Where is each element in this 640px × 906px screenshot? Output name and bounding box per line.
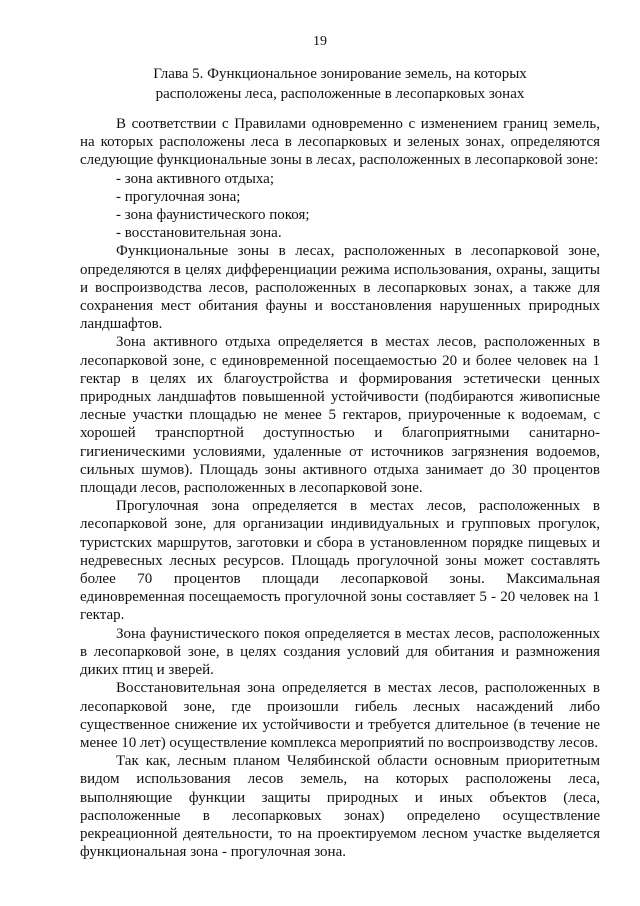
paragraph-walking-zone: Прогулочная зона определяется в местах лесов, расположенных в лесопарковой зоне, для организации индивидуальных и групповых прогулок, туристских маршрутов, заготовки и сбора в установленном порядке пищевых и недревесных лесных ресурсов. Площадь прогулочной зоны может составлять более 70 процентов площади лесопарковой зоны. Максимальная единовременная посещаемость прогулочной зоны составляет 5 - 20 человек на 1 гектар. xyxy=(80,498,600,624)
body-text xyxy=(80,115,600,861)
chapter-title xyxy=(80,64,600,104)
zone-list-item-fauna-rest: - зона фаунистического покоя; xyxy=(116,207,310,224)
zone-list-item-active-rest: - зона активного отдыха; xyxy=(116,170,274,187)
paragraph-fauna-rest-zone: Зона фаунистического покоя определяется в местах лесов, расположенных в лесопарковой зоне, в целях создания условий для обитания и размножения диких птиц и зверей. xyxy=(80,625,600,679)
paragraph-forest-plan: Так как, лесным планом Челябинской области основным приоритетным видом использования лесов земель, на которых расположены леса, выполняющие функции защиты природных и иных объектов (леса, расположенные в лесопарковых зонах) определено осуществление рекреационной деятельности, то на проектируемом лесном участке выделяется функциональная зона - прогулочная зона. xyxy=(80,753,600,861)
zone-list xyxy=(80,170,600,243)
paragraph-functional-zones: Функциональные зоны в лесах, расположенных в лесопарковой зоне, определяются в целях дифференциации режима использования, охраны, защиты и воспроизводства лесов, расположенных в лесопарковых зонах, а также для сохранения мест обитания фауны и восстановления нарушенных природных ландшафтов. xyxy=(80,243,600,333)
paragraph-restoration-zone: Восстановительная зона определяется в местах лесов, расположенных в лесопарковой зоне, где произошли гибель лесных насаждений либо существенное снижение их устойчивости и требуется длительное (в течение не менее 10 лет) осуществление комплекса мероприятий по воспроизводству лесов. xyxy=(80,680,600,751)
paragraph-active-rest-zone: Зона активного отдыха определяется в местах лесов, расположенных в лесопарковой зоне, с единовременной посещаемостью 20 и более человек на 1 гектар в целях их благоустройства и формирования эстетически ценных природных ландшафтов повышенной устойчивости (подбираются живописные лесные участки площадью не менее 5 гектаров, приуроченные к водоемам, с хорошей транспортной доступностью и благоприятными санитарно-гигиеническими условиями, удаленные от источников загрязнения водоемов, сильных шумов). Площадь зоны активного отдыха занимает до 30 процентов площади лесов, расположенных в лесопарковой зоне. xyxy=(80,334,600,497)
page-number: 19 xyxy=(313,34,327,49)
intro-paragraph: В соответствии с Правилами одновременно с изменением границ земель, на которых расположены леса в лесопарковых и зеленых зонах, определяются следующие функциональные зоны в лесах, расположенных в лесопарковой зоне: xyxy=(80,116,600,169)
zone-list-item-walking: - прогулочная зона; xyxy=(116,188,241,205)
zone-list-item-restoration: - восстановительная зона. xyxy=(116,225,282,242)
chapter-title-line-1: Глава 5. Функциональное зонирование земель, на которых xyxy=(153,66,527,82)
chapter-title-line-2: расположены леса, расположенные в лесопарковых зонах xyxy=(155,86,525,102)
